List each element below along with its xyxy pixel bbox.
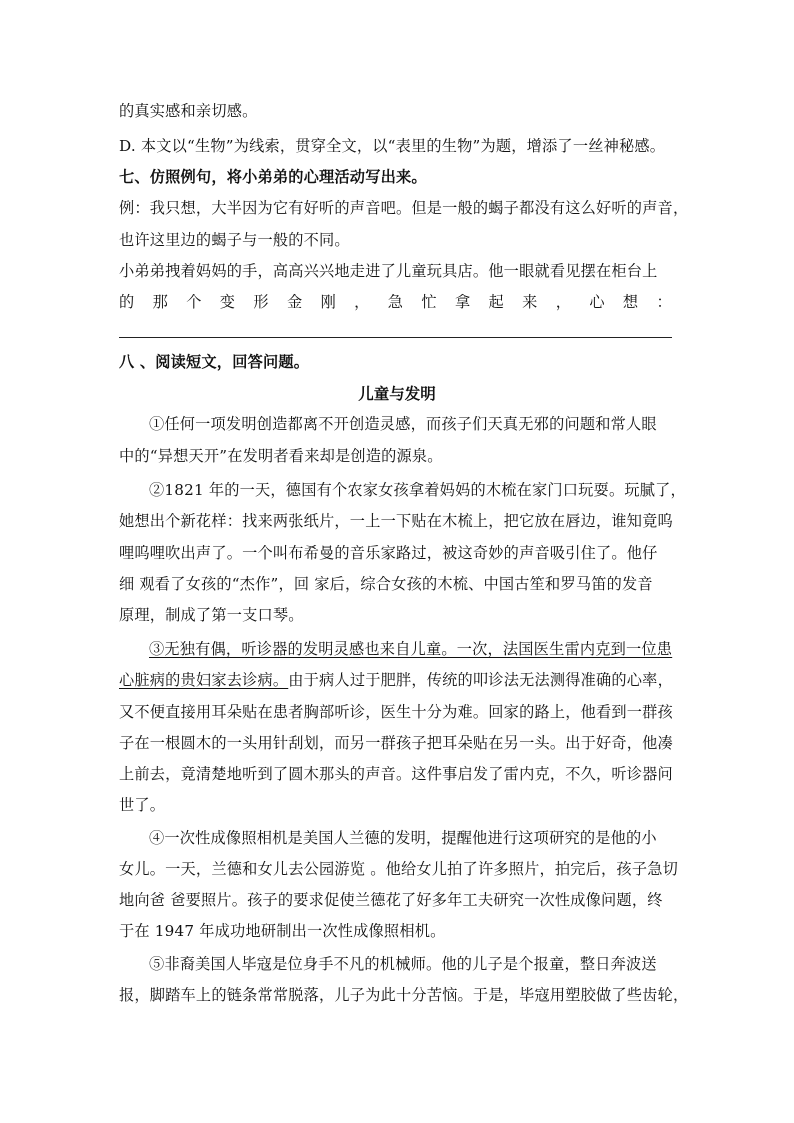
- passage-title: 儿童与发明: [358, 385, 436, 403]
- paragraph-5-line-2: 报，脚踏车上的链条常常脱落，儿子为此十分苦恼。于是，毕寇用塑胶做了些齿轮，: [119, 986, 689, 1004]
- char: 想: [622, 293, 639, 311]
- exercise-sentence-2: [119, 292, 672, 312]
- char: ：: [656, 293, 672, 311]
- char: 那: [152, 293, 168, 311]
- paragraph-3-line-2: [119, 670, 675, 690]
- paragraph-3-line-3: 又不便直接用耳朵贴在患者胸部听诊，医生十分为难。回家的路上，他看到一群孩: [119, 703, 673, 721]
- char: 刚: [320, 293, 336, 311]
- paragraph-3-line-6: 世了。: [119, 796, 166, 814]
- paragraph-2-line-1: ②1821 年的一天，德国有个农家女孩拿着妈妈的木梳在家门口玩耍。玩腻了，: [149, 481, 686, 499]
- paragraph-2-line-4: 细 观看了女孩的“杰作”，回 家后，综合女孩的木梳、中国古笙和罗马笛的发音: [119, 575, 653, 593]
- char: 个: [186, 293, 202, 311]
- paragraph-3-line-4: 子在一根圆木的一头用针刮划，而另一群孩子把耳朵贴在另一头。出于好奇，他凑: [119, 734, 673, 752]
- paragraph-2-line-3: 哩呜哩吹出声了。一个叫布希曼的音乐家路过，被这奇妙的声音吸引住了。他仔: [119, 544, 658, 562]
- sentence-rest: 由于病人过于肥胖，传统的叩诊法无法测得准确的心率，: [288, 671, 673, 689]
- paragraph-4-line-1: ④一次性成像照相机是美国人兰德的发明，提醒他进行这项研究的是他的小: [149, 829, 657, 847]
- section-seven-heading: 七、仿照例句，将小弟弟的心理活动写出来。: [119, 168, 427, 186]
- char: 忙: [421, 293, 437, 311]
- paragraph-4-line-3: 地向爸 爸要照片。孩子的要求促使兰德花了好多年工夫研究一次性成像问题，终: [119, 891, 663, 909]
- example-sentence-1: 例：我只想，大半因为它有好听的声音吧。但是一般的蝎子都没有这么好听的声音，: [119, 199, 689, 217]
- char: ，: [354, 293, 370, 311]
- char: ，: [555, 293, 572, 311]
- char: 拿: [454, 293, 471, 311]
- char: 形: [253, 293, 269, 311]
- char: 金: [286, 293, 303, 311]
- paragraph-1-line-2: 中的“异想天开”在发明者看来却是创造的源泉。: [119, 447, 443, 465]
- paragraph-2-line-2: 她想出个新花样：找来两张纸片，一上一下贴在木梳上，把它放在唇边，谁知竟呜: [119, 512, 673, 530]
- char: 心: [589, 293, 605, 311]
- paragraph-2-line-5: 原理，制成了第一支口琴。: [119, 606, 304, 624]
- paragraph-4-line-2: 女儿。一天，兰德和女儿去公园游览 。他给女儿拍了许多照片，拍完后，孩子急切: [119, 860, 678, 878]
- char: 急: [387, 293, 404, 311]
- char: 起: [488, 293, 504, 311]
- underlined-sentence: 心脏病的贵妇家去诊病。: [119, 671, 289, 689]
- char: 来: [522, 293, 538, 311]
- example-sentence-2: 也许这里边的蝎子与一般的不同。: [119, 231, 350, 249]
- option-c-continuation: 的真实感和亲切感。: [119, 102, 258, 120]
- exercise-sentence-1: 小弟弟拽着妈妈的手，高高兴兴地走进了儿童玩具店。他一眼就看见摆在柜台上: [119, 262, 658, 280]
- section-eight-heading: 八 、阅读短文，回答问题。: [119, 353, 310, 371]
- paragraph-3-line-5: 上前去，竟清楚地听到了圆木那头的声音。这件事启发了雷内克，不久，听诊器问: [119, 765, 673, 783]
- option-d: D. 本文以“生物”为线索，贯穿全文，以“表里的生物”为题，增添了一丝神秘感。: [119, 137, 666, 155]
- answer-line[interactable]: [119, 337, 672, 338]
- paragraph-1-line-1: ①任何一项发明创造都离不开创造灵感，而孩子们天真无邪的问题和常人眼: [149, 415, 657, 433]
- paragraph-5-line-1: ⑤非裔美国人毕寇是位身手不凡的机械师。他的儿子是个报童，整日奔波送: [149, 955, 657, 973]
- char: 变: [219, 293, 236, 311]
- paragraph-4-line-4: 于在 1947 年成功地研制出一次性成像照相机。: [119, 922, 446, 940]
- char: 的: [119, 293, 135, 311]
- paragraph-3-line-1-underlined: ③无独有偶，听诊器的发明灵感也来自儿童。一次，法国医生雷内克到一位患: [149, 640, 673, 658]
